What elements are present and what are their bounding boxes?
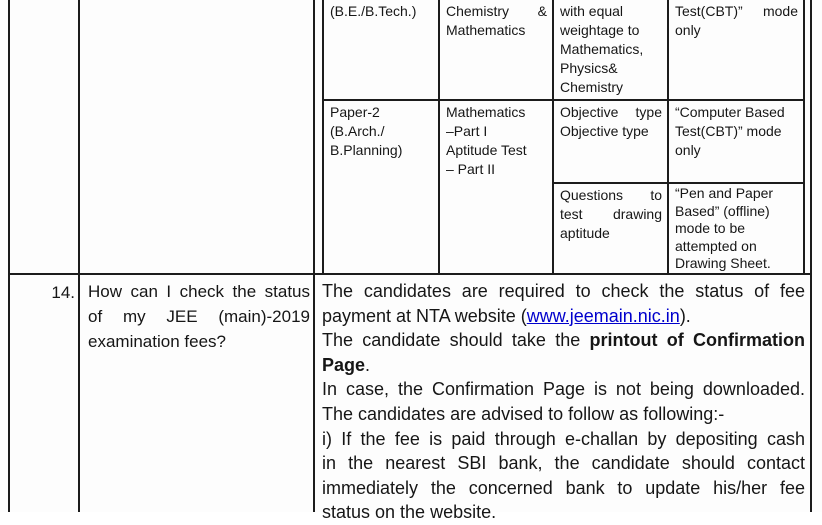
faq-question: [88, 279, 310, 354]
drawing-qtype-line: aptitude: [560, 225, 610, 241]
drawing-qtype-line: Questions to: [560, 187, 662, 203]
cell-paper1-subjects: [440, 0, 554, 101]
drawing-mode-line: mode to be: [675, 220, 746, 236]
drawing-mode-line: attempted on: [675, 237, 757, 254]
paper1-qtype-line: Mathematics,: [560, 41, 644, 57]
paper1-qtype-line: with equal: [560, 3, 624, 19]
answer-line: In case, the Confirmation Page is not being downloaded.: [322, 379, 805, 400]
answer-text: .: [365, 354, 371, 375]
paper1-qtype-line: Chemistry: [560, 79, 624, 95]
cell-paper2-question-type: [554, 101, 669, 184]
answer-line: i) If the fee is paid through e-challan by depositing cash: [322, 428, 805, 449]
answer-text: The candidate should take the: [322, 330, 590, 351]
answer-text-bold: Page: [322, 354, 366, 375]
drawing-mode-line: Drawing Sheet.: [675, 255, 771, 271]
paper2-subjects-line: –Part I: [446, 123, 488, 139]
paper1-qtype-line: Physics&: [560, 60, 618, 76]
answer-line: The candidates are required to check the status of fee: [322, 281, 805, 301]
paper2-name-line: B.Planning): [330, 142, 403, 158]
answer-line: immediately the concerned bank to update his/her fee: [322, 477, 805, 498]
paper1-subjects-line: Chemistry &: [446, 3, 547, 19]
faq-number: 14.: [51, 283, 75, 302]
paper2-mode-line: Test(CBT)” mode: [675, 123, 782, 139]
cell-drawing-mode: [669, 184, 803, 273]
cell-paper1-name: [324, 0, 440, 101]
answer-line: The candidates are advised to follow as following:-: [322, 403, 725, 424]
answer-line: [322, 304, 805, 329]
table-border-right: [810, 0, 812, 512]
cell-paper2-subjects: [440, 101, 554, 273]
answer-text-bold: printout of Confirmation: [589, 330, 805, 351]
answer-line: in the nearest SBI bank, the candidate should contact: [322, 453, 805, 474]
answer-line: status on the website.: [322, 502, 497, 523]
cell-paper2-name: [324, 101, 440, 273]
paper2-name-line: (B.Arch./: [330, 123, 385, 139]
drawing-mode-line: “Pen and Paper: [675, 185, 774, 201]
paper1-mode-line: only: [675, 22, 701, 38]
paper1-name-line: (B.E./B.Tech.): [330, 3, 417, 19]
drawing-qtype-line: test drawing: [560, 206, 662, 222]
answer-line: [322, 353, 805, 378]
table-divider-number-column: [78, 0, 80, 512]
paper2-qtype-line: Objective type: [560, 123, 649, 139]
cell-paper2-mode: [669, 101, 803, 184]
faq-question-line: How can I check the status: [88, 282, 310, 301]
answer-text: payment at NTA website (: [322, 305, 527, 326]
cell-drawing-question-type: [554, 184, 669, 273]
cell-paper1-question-type: [554, 0, 669, 101]
faq-answer: [322, 279, 805, 525]
faq-question-line: examination fees?: [88, 332, 226, 351]
paper2-subjects-line: Mathematics: [446, 104, 526, 120]
answer-line: [322, 328, 805, 353]
faq-question-line: of my JEE (main)-2019: [88, 307, 310, 326]
answer-text: ).: [679, 305, 691, 326]
paper2-subjects-line: – Part II: [446, 161, 496, 177]
exam-pattern-table: [322, 0, 805, 275]
paper1-subjects-line: Mathematics: [446, 22, 526, 38]
paper2-mode-line: only: [675, 142, 701, 158]
paper2-name-line: Paper-2: [330, 104, 380, 120]
paper2-subjects-line: Aptitude Test: [446, 142, 527, 158]
table-border-left: [8, 0, 10, 512]
paper1-mode-line: Test(CBT)” mode: [675, 3, 798, 19]
cell-paper1-mode: [669, 0, 803, 101]
jeemain-website-link[interactable]: www.jeemain.nic.in: [526, 305, 680, 326]
drawing-mode-line: Based” (offline): [675, 202, 770, 219]
paper2-mode-line: “Computer Based: [675, 104, 785, 120]
paper1-qtype-line: weightage to: [560, 22, 640, 38]
table-divider-question-column: [313, 0, 315, 512]
paper2-qtype-line: Objective type: [560, 104, 662, 120]
